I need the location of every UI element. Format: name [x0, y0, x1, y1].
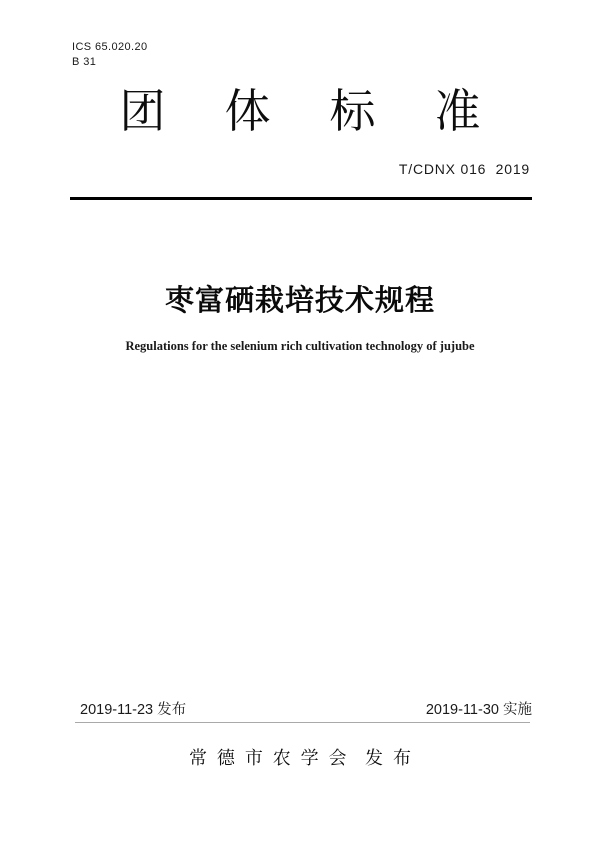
- publisher-name: 常德市农学会: [189, 748, 357, 768]
- implementation-date-line: [426, 698, 532, 719]
- publisher-line: [0, 744, 600, 770]
- issue-date-line: [80, 698, 186, 719]
- header-divider-line: [70, 197, 532, 200]
- classification-code: B 31: [72, 56, 97, 68]
- document-title-cn: 枣富硒栽培技术规程: [164, 285, 435, 317]
- document-type-text: 团体标准: [119, 85, 540, 137]
- footer-divider-line: [75, 722, 530, 723]
- issue-date: 2019-11-23: [80, 702, 154, 718]
- dates-row: [80, 698, 532, 719]
- ics-code: ICS 65.020.20: [72, 41, 148, 53]
- ics-classification-block: [72, 40, 148, 70]
- standard-number: T/CDNX 016 2019: [398, 161, 530, 177]
- implementation-label: 实施: [503, 702, 532, 718]
- document-type-heading: [0, 85, 600, 137]
- document-title-en: Regulations for the selenium rich cultivation technology of jujube: [125, 339, 475, 353]
- implementation-date: 2019-11-30: [425, 702, 499, 718]
- issue-label: 发布: [157, 702, 187, 718]
- publisher-action: 发布: [365, 748, 421, 768]
